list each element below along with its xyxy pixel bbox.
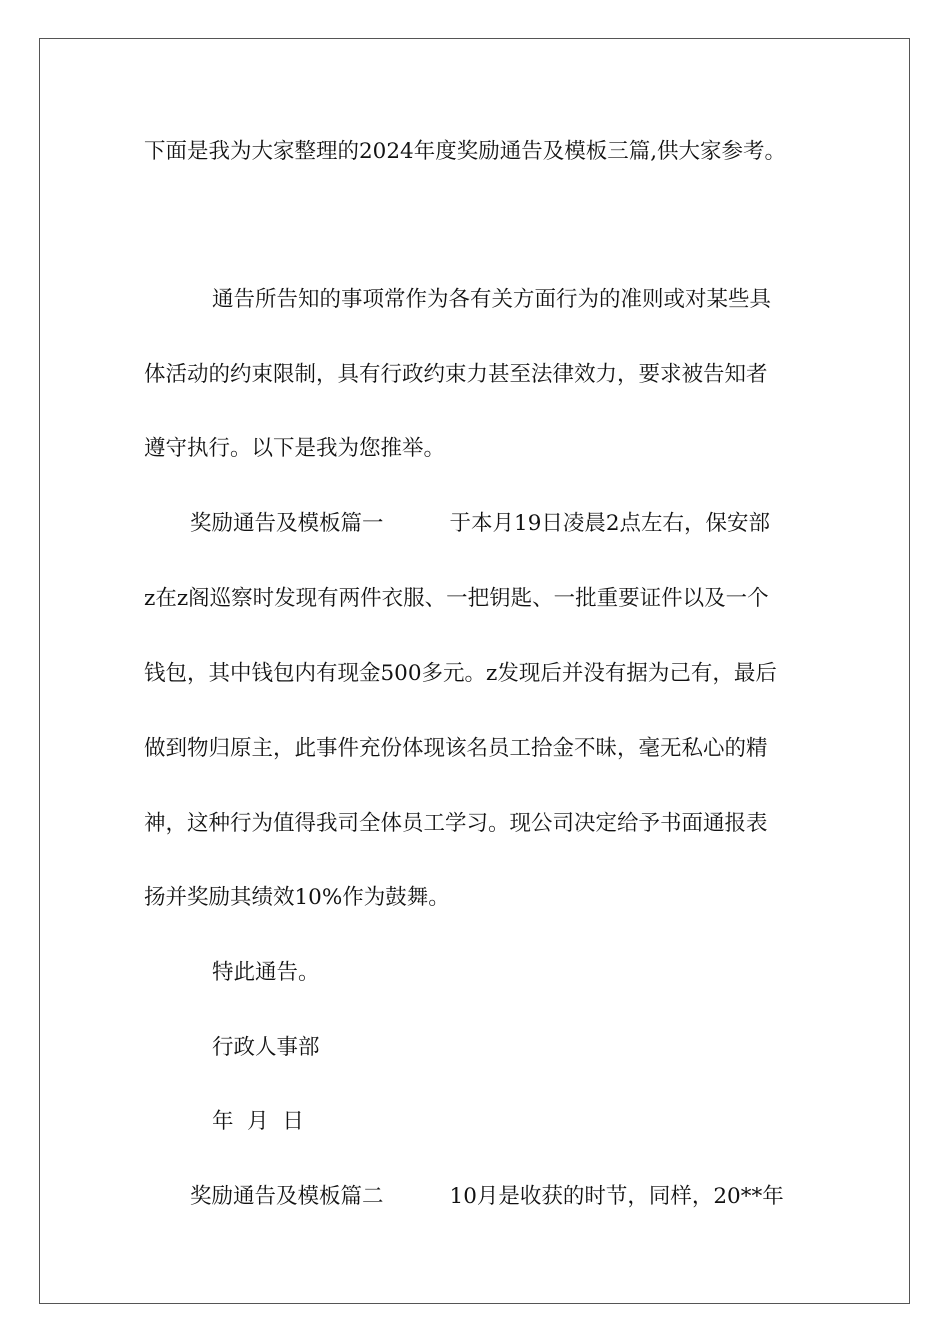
para1-line-3: 遵守执行。以下是我为您推举。 <box>144 436 446 461</box>
section2-first-line <box>190 1182 784 1212</box>
section1-first-text: 于本月19日凌晨2点左右，保安部 <box>449 511 771 536</box>
section1-line-4: 神，这种行为值得我司全体员工学习。现公司决定给予书面通报表 <box>144 811 768 836</box>
section1-closing: 特此通告。 <box>212 960 320 985</box>
section1-heading: 奖励通告及模板篇一 <box>190 511 384 536</box>
section1-line-3: 做到物归原主，此事件充份体现该名员工拾金不昧，毫无私心的精 <box>144 736 768 761</box>
section1-department: 行政人事部 <box>212 1035 320 1060</box>
section1-date: 年 月 日 <box>212 1109 304 1134</box>
intro-line: 下面是我为大家整理的2024年度奖励通告及模板三篇,供大家参考。 <box>144 139 787 164</box>
section2-heading: 奖励通告及模板篇二 <box>190 1184 384 1209</box>
section1-first-line <box>190 509 770 539</box>
section2-first-text: 10月是收获的时节，同样，20**年 <box>449 1184 784 1209</box>
para1-line-2: 体活动的约束限制，具有行政约束力甚至法律效力，要求被告知者 <box>144 362 768 387</box>
section1-line-5: 扬并奖励其绩效10%作为鼓舞。 <box>144 885 450 910</box>
section1-line-2: 钱包，其中钱包内有现金500多元。z发现后并没有据为己有，最后 <box>144 661 777 686</box>
section1-line-1: z在z阁巡察时发现有两件衣服、一把钥匙、一批重要证件以及一个 <box>144 586 769 611</box>
para1-line-1: 通告所告知的事项常作为各有关方面行为的准则或对某些具 <box>212 287 772 312</box>
